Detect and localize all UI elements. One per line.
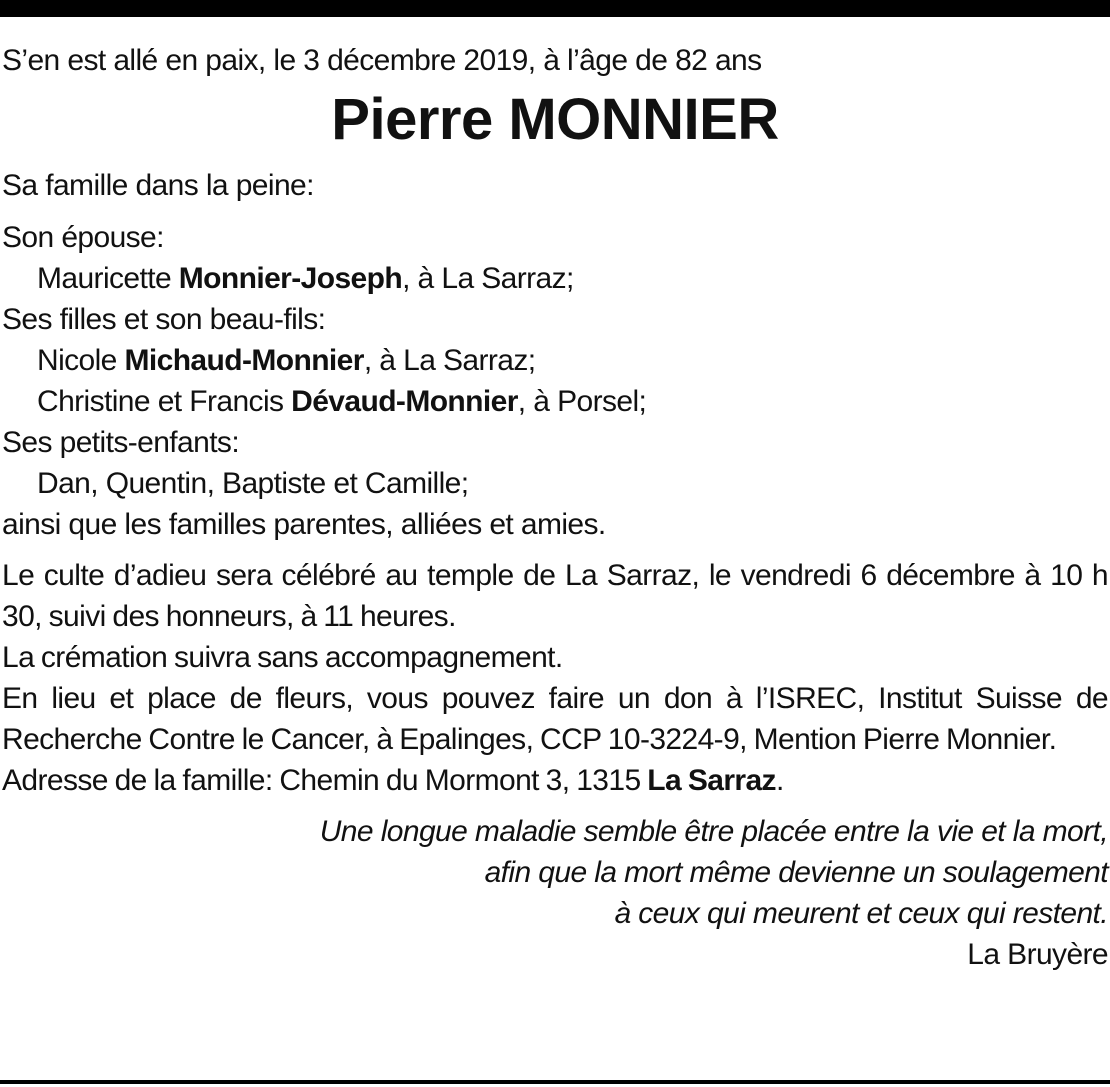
address-suffix: . (775, 764, 784, 797)
quote-line-2: afin que la mort même devienne un soulagement (484, 856, 1108, 889)
family-address (2, 760, 1108, 801)
children-label: Ses filles et son beau-fils: (2, 303, 326, 336)
address-city: La Sarraz (647, 764, 776, 797)
ceremony-details (2, 555, 1108, 801)
donation-info: En lieu et place de fleurs, vous pouvez faire un don à l’ISREC, Institut Suisse de Recherche Contre le Cancer, à Epalinges, CCP 10-3224-9, Mention Pierre Monnier. (2, 682, 1108, 756)
child1-first-name: Nicole (37, 344, 125, 377)
grandchildren-label: Ses petits-enfants: (2, 426, 240, 459)
quote-author: La Bruyère (967, 938, 1108, 971)
top-border-rule (0, 0, 1110, 17)
grandchildren-entry: Dan, Quentin, Baptiste et Camille; (37, 467, 469, 500)
spouse-first-name: Mauricette (37, 262, 179, 295)
closing-quote (2, 811, 1108, 975)
spouse-place: , à La Sarraz; (402, 262, 574, 295)
quote-line-3: à ceux qui meurent et ceux qui restent. (614, 897, 1108, 930)
other-families: ainsi que les familles parentes, alliées et amies. (2, 508, 606, 541)
spouse-entry (2, 258, 1108, 299)
deceased-name: Pierre MONNIER (331, 87, 779, 152)
child2-last-name: Dévaud-Monnier (291, 385, 518, 418)
spouse-label: Son épouse: (2, 221, 164, 254)
child1-last-name: Michaud-Monnier (124, 344, 364, 377)
family-list (2, 217, 1108, 545)
quote-line-1: Une longue maladie semble être placée entre la vie et la mort, (319, 815, 1108, 848)
cremation-info: La crémation suivra sans accompagnement. (2, 641, 563, 674)
child1-place: , à La Sarraz; (363, 344, 536, 377)
service-info: Le culte d’adieu sera célébré au temple de La Sarraz, le vendredi 6 décembre à 10 h 30, suivi des honneurs, à 11 heures. (2, 559, 1108, 633)
address-prefix: Adresse de la famille: Chemin du Mormont 3, 1315 (2, 764, 648, 797)
obituary-notice (2, 40, 1108, 975)
child2-place: , à Porsel; (517, 385, 647, 418)
spouse-last-name: Monnier-Joseph (178, 262, 403, 295)
bottom-border-rule (0, 1080, 1110, 1084)
child-entry-2 (2, 381, 1108, 422)
child-entry-1 (2, 340, 1108, 381)
family-heading: Sa famille dans la peine: (2, 169, 314, 202)
child2-first-name: Christine et Francis (37, 385, 292, 418)
intro-line: S’en est allé en paix, le 3 décembre 2019, à l’âge de 82 ans (2, 44, 762, 77)
